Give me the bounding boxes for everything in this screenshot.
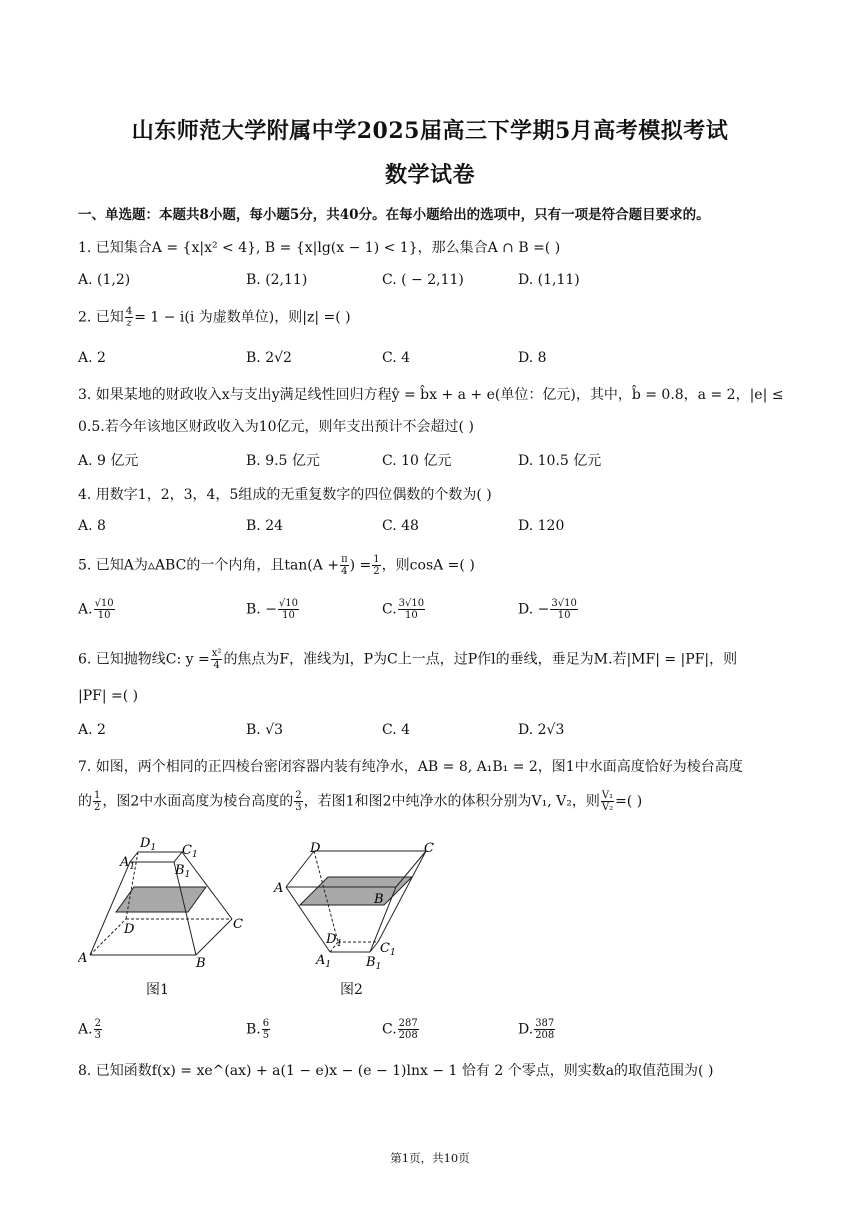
- q2-text-pre: 2. 已知: [78, 309, 124, 326]
- q7-option-b: [246, 1018, 271, 1041]
- question-5-stem: [78, 554, 475, 577]
- q6-option-c: C. 4: [382, 722, 411, 738]
- q7-text-d: =( ): [615, 793, 643, 810]
- q7-c-num: 287: [398, 1018, 418, 1029]
- q5-text-pre: 5. 已知A为▵ABC的一个内角，且tan(A +: [78, 557, 340, 574]
- svg-text:C: C: [424, 841, 434, 856]
- q6-option-a: A. 2: [78, 722, 106, 738]
- q4-option-c: C. 48: [382, 518, 419, 534]
- q5-fraction-1: [340, 554, 349, 577]
- q7-f3-den: V₂: [601, 802, 614, 813]
- question-6-line1: [78, 648, 737, 671]
- q5-c-den: 10: [405, 610, 418, 621]
- q2-frac-num: 4: [125, 306, 133, 317]
- q7-c-den: 208: [398, 1030, 418, 1041]
- svg-text:C: C: [233, 917, 243, 932]
- svg-text:A1: $A_1$: [316, 953, 332, 970]
- question-3-line1: 3. 如果某地的财政收入x与支出y满足线性回归方程ŷ = b̂x + a + e(单位：亿元)，其中，b̂ = 0.8，a = 2，|e| ≤: [78, 387, 784, 403]
- q5-a-fraction: [94, 598, 115, 621]
- q7-d-num: 387: [535, 1018, 555, 1029]
- q7-a-fraction: [94, 1018, 102, 1041]
- svg-text:B1: $B_1$: [175, 863, 191, 880]
- q7-f3-num: V₁: [601, 790, 614, 801]
- svg-text:D: D: [124, 922, 135, 937]
- q7-a-den: 3: [94, 1030, 101, 1041]
- q5-a-num: √10: [94, 598, 114, 609]
- q5-b-den: 10: [282, 610, 295, 621]
- q5-c-fraction: [398, 598, 425, 621]
- svg-text:D1: $D_1$: [140, 836, 157, 853]
- q4-option-d: D. 120: [518, 518, 565, 534]
- q5-b-fraction: [278, 598, 299, 621]
- q5-d-den: 10: [557, 610, 571, 621]
- q5-b-label: B. −: [246, 601, 277, 618]
- q7-b-label: B.: [246, 1021, 261, 1038]
- figure-2-frustum: [270, 830, 450, 975]
- q7-text-a: 的: [78, 793, 92, 810]
- q7-fraction-2: [294, 790, 302, 813]
- q5-a-den: 10: [97, 610, 111, 621]
- svg-text:D: D: [310, 841, 321, 856]
- q5-option-d: [518, 598, 579, 621]
- q5-frac2-den: 2: [373, 566, 380, 577]
- q2-option-c: C. 4: [382, 350, 411, 366]
- q7-b-den: 5: [262, 1030, 270, 1041]
- q6-frac-num: x²: [211, 648, 222, 659]
- q7-option-c: [382, 1018, 420, 1041]
- question-4-stem: 4. 用数字1，2，3，4，5组成的无重复数字的四位偶数的个数为( ): [78, 487, 492, 503]
- q5-frac2-num: 1: [373, 554, 380, 565]
- q5-d-num: 3√10: [551, 598, 577, 609]
- question-7-line2: [78, 790, 642, 813]
- q7-d-fraction: [534, 1018, 555, 1041]
- q6-option-b: B. √3: [246, 722, 284, 738]
- q5-a-label: A.: [78, 601, 93, 618]
- figure-2-caption: 图2: [340, 982, 363, 998]
- q7-text-c: ，若图1和图2中纯净水的体积分别为V₁, V₂，则: [303, 793, 600, 810]
- q7-d-label: D.: [518, 1021, 534, 1038]
- q5-b-num: √10: [278, 598, 299, 609]
- q5-c-num: 3√10: [398, 598, 425, 609]
- q2-fraction: [125, 306, 133, 329]
- question-8-stem: 8. 已知函数f(x) = xe^(ax) + a(1 − e)x − (e − 1)lnx − 1 恰有 2 个零点，则实数a的取值范围为( ): [78, 1063, 714, 1079]
- exam-title: 山东师范大学附属中学2025届高三下学期5月高考模拟考试: [131, 118, 729, 144]
- q7-fraction-1: [93, 790, 101, 813]
- q2-option-a: A. 2: [78, 350, 106, 366]
- svg-text:C1: $C_1$: [182, 843, 198, 860]
- q4-option-a: A. 8: [78, 518, 106, 534]
- q5-option-c: [382, 598, 426, 621]
- question-2-stem: [78, 306, 351, 329]
- q6-option-d: D. 2√3: [518, 722, 565, 738]
- svg-text:D1: $D_1$: [326, 932, 343, 949]
- figure-1-frustum: [78, 830, 258, 975]
- q7-a-num: 2: [94, 1018, 101, 1029]
- q6-text-post: 的焦点为F，准线为l，P为C上一点，过P作l的垂线，垂足为M.若|MF| = |PF|，则: [223, 651, 738, 668]
- q7-fraction-3: [601, 790, 614, 813]
- q5-c-label: C.: [382, 601, 397, 618]
- q1-option-b: B. (2,11): [246, 272, 308, 288]
- q2-option-d: D. 8: [518, 350, 547, 366]
- q3-option-b: B. 9.5 亿元: [246, 453, 320, 469]
- q3-option-c: C. 10 亿元: [382, 453, 452, 469]
- q3-option-d: D. 10.5 亿元: [518, 453, 602, 469]
- svg-text:C1: $C_1$: [380, 941, 396, 958]
- q5-text-mid: ) =: [349, 557, 372, 574]
- svg-text:B: B: [374, 892, 384, 907]
- svg-text:B1: $B_1$: [366, 955, 382, 972]
- q7-d-den: 208: [535, 1030, 555, 1041]
- question-1-stem: 1. 已知集合A = {x|x² < 4}, B = {x|lg(x − 1) < 1}，那么集合A ∩ B =( ): [78, 240, 561, 256]
- svg-text:A1: $A_1$: [120, 855, 136, 872]
- question-7-line1: 7. 如图，两个相同的正四棱台密闭容器内装有纯净水，AB = 8, A₁B₁ = 2，图1中水面高度恰好为棱台高度: [78, 759, 743, 775]
- figure-1-caption: 图1: [146, 982, 169, 998]
- q7-option-d: [518, 1018, 556, 1041]
- page-footer: 第1页，共10页: [390, 1151, 470, 1165]
- q5-frac1-den: 4: [341, 566, 348, 577]
- svg-text:A: A: [78, 951, 88, 966]
- q7-option-a: [78, 1018, 103, 1041]
- section-heading: 一、单选题：本题共8小题，每小题5分，共40分。在每小题给出的选项中，只有一项是符合题目要求的。: [78, 207, 710, 223]
- q6-text-pre: 6. 已知抛物线C: y =: [78, 651, 210, 668]
- svg-text:A: A: [274, 881, 284, 896]
- q5-option-b: [246, 598, 300, 621]
- q1-option-c: C. ( − 2,11): [382, 272, 464, 288]
- q5-frac1-num: π: [341, 554, 348, 565]
- q5-d-label: D. −: [518, 601, 550, 618]
- q7-f1-num: 1: [94, 790, 101, 801]
- q3-option-a: A. 9 亿元: [78, 453, 139, 469]
- q5-d-fraction: [550, 598, 577, 621]
- q5-fraction-2: [372, 554, 380, 577]
- q6-fraction: [211, 648, 223, 671]
- q5-option-a: [78, 598, 116, 621]
- q2-text-post: = 1 − i(i 为虚数单位)，则|z| =( ): [134, 309, 351, 326]
- svg-text:B: B: [196, 956, 206, 971]
- q7-c-fraction: [398, 1018, 419, 1041]
- q7-a-label: A.: [78, 1021, 93, 1038]
- q4-option-b: B. 24: [246, 518, 284, 534]
- q7-f2-num: 2: [295, 790, 302, 801]
- q7-b-num: 6: [262, 1018, 270, 1029]
- q2-frac-den: z: [126, 318, 132, 329]
- q5-text-post: ，则cosA =( ): [381, 557, 475, 574]
- exam-subtitle: 数学试卷: [384, 162, 475, 188]
- q7-f2-den: 3: [295, 802, 302, 813]
- question-6-line2: |PF| =( ): [78, 688, 139, 704]
- q2-option-b: B. 2√2: [246, 350, 292, 366]
- q7-c-label: C.: [382, 1021, 397, 1038]
- q1-option-d: D. (1,11): [518, 272, 580, 288]
- q1-option-a: A. (1,2): [78, 272, 131, 288]
- question-3-line2: 0.5.若今年该地区财政收入为10亿元，则年支出预计不会超过( ): [78, 419, 474, 435]
- q7-f1-den: 2: [94, 802, 101, 813]
- q6-frac-den: 4: [213, 660, 220, 671]
- q7-text-b: ，图2中水面高度为棱台高度的: [102, 793, 294, 810]
- q7-b-fraction: [262, 1018, 270, 1041]
